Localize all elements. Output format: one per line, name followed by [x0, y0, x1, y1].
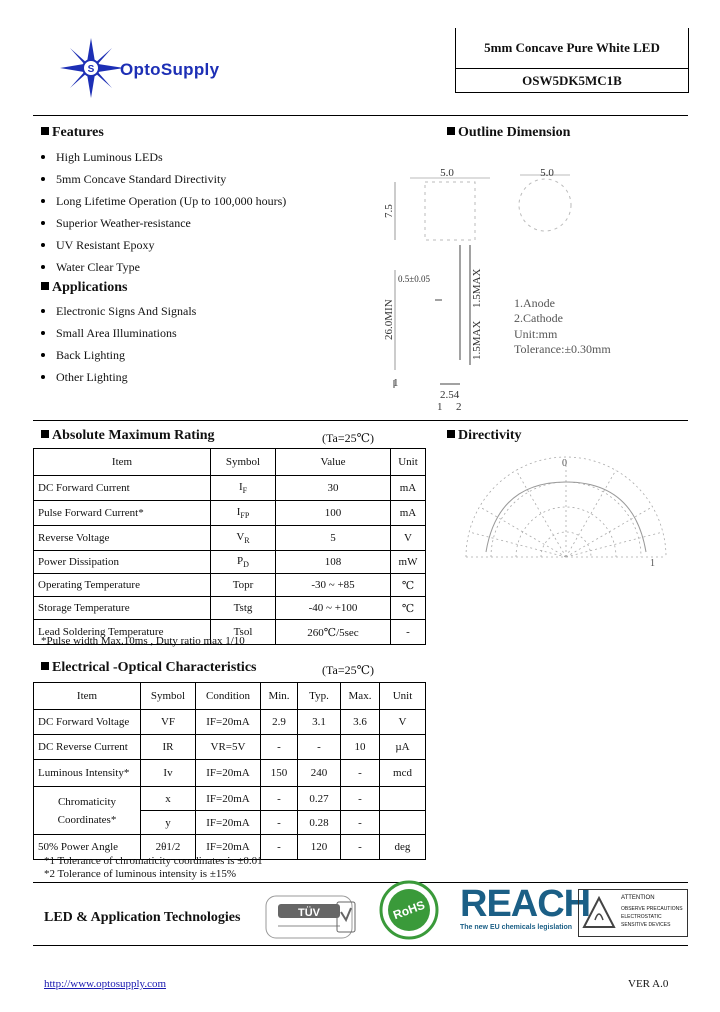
footer-divider-bottom [33, 945, 688, 946]
esd-line-3: SENSITIVE DEVICES [621, 922, 671, 928]
header-unit: Unit [391, 449, 426, 476]
dim-height: 7.5 [383, 204, 395, 218]
list-item: Electronic Signs And Signals [41, 300, 196, 322]
table-header-row [34, 449, 426, 476]
directivity-top-label: 0 [562, 458, 567, 469]
features-heading: Features [41, 125, 104, 141]
eoc-table [33, 682, 426, 860]
header-item: Item [34, 449, 211, 476]
dim-top-left: 5.0 [440, 167, 454, 179]
logo [58, 36, 278, 100]
dim-lead-length: 26.0MIN [383, 299, 395, 340]
section-divider [33, 420, 688, 421]
logo-star-icon [58, 36, 128, 100]
dim-max1: 1.5MAX [471, 268, 483, 308]
table-header-row: Item Symbol Condition Min. Typ. Max. Unit [34, 683, 426, 710]
outline-drawing [380, 160, 680, 410]
table-row: Pulse Forward Current* $I_{FP}$ 100 mA [34, 501, 426, 526]
directivity-heading: Directivity [447, 428, 522, 444]
reach-logo [460, 883, 591, 938]
table-row: Operating Temperature Topr -30 ~ +85 ℃ [34, 574, 426, 597]
eoc-note-1: *1 Tolerance of chromaticity coordinates is ±0.01 [44, 855, 263, 867]
svg-text:TÜV: TÜV [298, 907, 320, 919]
applications-heading: Applications [41, 280, 127, 296]
list-item: Superior Weather-resistance [41, 212, 286, 234]
list-item: Back Lighting [41, 344, 196, 366]
dim-lead-width: 0.5±0.05 [398, 274, 430, 284]
reach-title: REACH [460, 883, 591, 925]
directivity-right-label: 1 [650, 558, 655, 569]
company-name: OptoSupply [120, 60, 220, 79]
note-unit: Unit:mm [514, 327, 558, 341]
amr-footnote: *Pulse width Max.10ms , Duty ratio max 1/10 [41, 635, 245, 647]
table-row: 50% Power Angle 2θ1/2 IF=20mA - 120 - deg [34, 835, 426, 860]
header-divider [33, 115, 688, 116]
note-tolerance: Tolerance:±0.30mm [514, 342, 611, 356]
eoc-condition: (Ta=25℃) [322, 663, 375, 677]
table-row: Storage Temperature Tstg -40 ~ +100 ℃ [34, 597, 426, 620]
dim-pitch: 2.54 [440, 389, 460, 401]
amr-condition: (Ta=25℃) [322, 431, 375, 445]
dim-top-right: 5.0 [540, 167, 554, 179]
list-item: Small Area Illuminations [41, 322, 196, 344]
product-title: 5mm Concave Pure White LED [456, 28, 688, 69]
part-number: OSW5DK5MC1B [522, 72, 622, 88]
amr-heading: Absolute Maximum Rating [41, 428, 215, 444]
eoc-note-2: *2 Tolerance of luminous intensity is ±15% [44, 868, 237, 880]
pin-1-label: 1 [437, 401, 443, 410]
pin-2-label: 2 [456, 401, 462, 410]
note-anode: 1.Anode [514, 296, 555, 310]
rohs-logo-icon [376, 880, 442, 940]
list-item: Other Lighting [41, 366, 196, 388]
table-row: Luminous Intensity* Iv IF=20mA 150 240 - mcd [34, 760, 426, 787]
esd-warning-label [578, 889, 688, 937]
dim-max2: 1.5MAX [471, 320, 483, 360]
lead-mark: 1 [393, 377, 399, 389]
svg-text:S: S [87, 64, 95, 75]
esd-line-2: ELECTROSTATIC [621, 914, 662, 920]
outline-heading: Outline Dimension [447, 125, 570, 141]
header-value: Value [276, 449, 391, 476]
website-link[interactable]: http://www.optosupply.com [44, 978, 167, 990]
list-item: Water Clear Type [41, 256, 286, 278]
list-item: 5mm Concave Standard Directivity [41, 168, 286, 190]
reach-subtitle: The new EU chemicals legislation [460, 924, 573, 931]
esd-line-1: OBSERVE PRECAUTIONS [621, 906, 683, 912]
features-list [41, 146, 286, 278]
header-symbol: Symbol [211, 449, 276, 476]
footer-tagline: LED & Application Technologies [44, 910, 241, 925]
table-row: DC Forward Voltage VF IF=20mA 2.9 3.1 3.6 V [34, 710, 426, 735]
chroma-item: Chromaticity Coordinates* [34, 787, 141, 835]
esd-title: ATTENTION [621, 895, 655, 901]
table-row: DC Reverse Current IR VR=5V - - 10 µA [34, 735, 426, 760]
list-item: UV Resistant Epoxy [41, 234, 286, 256]
table-row: Lead Soldering Temperature Tsol 260℃/5sec - [34, 620, 426, 645]
title-box [455, 28, 689, 93]
eoc-heading: Electrical -Optical Characteristics [41, 660, 256, 676]
applications-list [41, 300, 196, 388]
table-row: y IF=20mA - 0.28 - [34, 811, 426, 835]
amr-table [33, 448, 426, 645]
table-row: DC Forward Current $I_F$ 30 mA [34, 476, 426, 501]
table-row: Reverse Voltage $V_R$ 5 V [34, 526, 426, 551]
table-row: Power Dissipation $P_D$ 108 mW [34, 551, 426, 574]
svg-text:RoHS: RoHS [391, 897, 427, 923]
directivity-chart [456, 452, 676, 572]
version-label: VER A.0 [628, 978, 669, 990]
note-cathode: 2.Cathode [514, 311, 563, 325]
certification-badge-icon [334, 898, 358, 938]
list-item: High Luminous LEDs [41, 146, 286, 168]
table-row: Chromaticity Coordinates* x IF=20mA - 0.27 - [34, 787, 426, 811]
esd-warning-icon [582, 896, 616, 930]
list-item: Long Lifetime Operation (Up to 100,000 hours) [41, 190, 286, 212]
